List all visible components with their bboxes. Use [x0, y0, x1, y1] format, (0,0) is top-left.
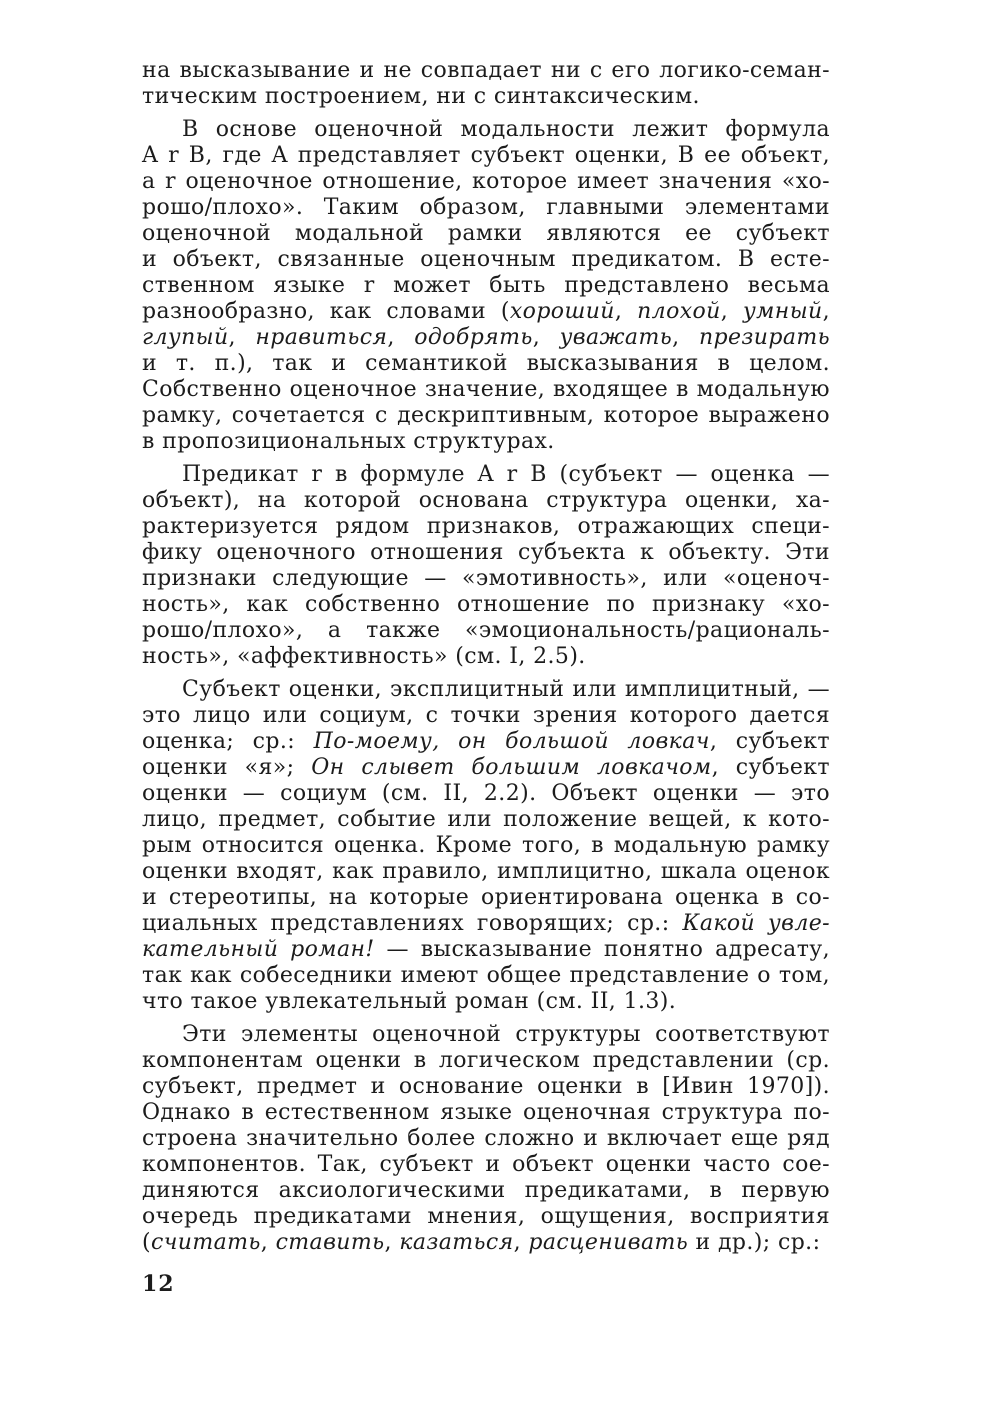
text-run: рамку, сочетается с дескриптивным, которое выражено [142, 403, 830, 428]
text-line [142, 566, 830, 592]
text-line [142, 169, 830, 195]
text-line [142, 781, 830, 807]
text-line [142, 1048, 830, 1074]
text-run: , [228, 325, 256, 350]
paragraph [142, 1022, 830, 1256]
text-run: фику оценочного отношения субъекта к объекту. Эти [142, 540, 830, 565]
text-line [142, 618, 830, 644]
text-line [142, 540, 830, 566]
italic-example: нравиться [255, 325, 388, 350]
text-run: рым относится оценка. Кроме того, в модальную рамку [142, 833, 830, 858]
italic-example: глупый [142, 325, 229, 350]
text-run: объект), на которой основана структура оценки, ха- [142, 488, 830, 513]
text-run: и объект, связанные оценочным предикатом. В есте- [142, 247, 830, 272]
text-line [142, 677, 830, 703]
text-run: , [260, 1230, 276, 1255]
text-line [142, 462, 830, 488]
text-line [142, 247, 830, 273]
text-run: оценки входят, как правило, имплицитно, шкала оценок [142, 859, 830, 884]
text-line [142, 644, 830, 670]
paragraph [142, 117, 830, 455]
text-line [142, 403, 830, 429]
text-line [142, 1074, 830, 1100]
text-run: диняются аксиологическими предикатами, в первую [142, 1178, 830, 1203]
text-line [142, 1152, 830, 1178]
text-run: очередь предикатами мнения, ощущения, восприятия [142, 1204, 830, 1229]
text-run: компонентам оценки в логическом представлении (ср. [142, 1048, 830, 1073]
text-run: , [513, 1230, 529, 1255]
text-run: , субъект [709, 729, 830, 754]
text-line [142, 351, 830, 377]
text-line [142, 592, 830, 618]
text-run: и т. п.), так и семантикой высказывания в целом. [142, 351, 830, 376]
text-line [142, 1204, 830, 1230]
page-number: 12 [142, 1271, 175, 1297]
text-run: ( [142, 1230, 151, 1255]
text-run: рошо/плохо». Таким образом, главными элементами [142, 195, 830, 220]
italic-example: По-моему, он большой ловкач [313, 729, 710, 754]
text-run: оценки «я»; [142, 755, 312, 780]
text-run: тическим построением, ни с синтаксическим. [142, 84, 700, 109]
text-run: субъект, предмет и основание оценки в [Ивин 1970]). [142, 1074, 830, 1099]
text-line [142, 937, 830, 963]
text-line [142, 143, 830, 169]
text-line [142, 729, 830, 755]
paragraph [142, 462, 830, 670]
text-run: разнообразно, как словами ( [142, 299, 510, 324]
text-line [142, 1178, 830, 1204]
text-run: A r B, где A представляет субъект оценки, B ее объект, [142, 143, 830, 168]
text-run: признаки следующие — «эмотивность», или «оценоч- [142, 566, 830, 591]
text-line [142, 117, 830, 143]
text-run: Эти элементы оценочной структуры соответствуют [182, 1022, 830, 1047]
text-run: на высказывание и не совпадает ни с его логико-семан- [142, 58, 830, 83]
text-run: что такое увлекательный роман (см. II, 1.3). [142, 989, 677, 1014]
text-line [142, 911, 830, 937]
text-line [142, 84, 830, 110]
text-line [142, 1126, 830, 1152]
italic-example: умный [743, 299, 823, 324]
text-line [142, 488, 830, 514]
italic-example: уважать [559, 325, 673, 350]
text-line [142, 273, 830, 299]
text-line [142, 58, 830, 84]
italic-example: ставить [275, 1230, 385, 1255]
text-line [142, 299, 830, 325]
text-line [142, 807, 830, 833]
text-line [142, 514, 830, 540]
italic-example: хороший [509, 299, 615, 324]
italic-example: одобрять [414, 325, 533, 350]
paragraph [142, 677, 830, 1015]
text-run: , [720, 299, 743, 324]
italic-example: плохой [637, 299, 721, 324]
text-run: , [387, 325, 415, 350]
italic-example: кательный роман! [142, 937, 375, 962]
text-run: Однако в естественном языке оценочная структура по- [142, 1100, 830, 1125]
italic-example: казаться [399, 1230, 514, 1255]
text-line [142, 377, 830, 403]
text-run: лицо, предмет, событие или положение вещей, к кото- [142, 807, 830, 832]
text-run: циальных представлениях говорящих; ср.: [142, 911, 683, 936]
text-run: так как собеседники имеют общее представление о том, [142, 963, 830, 988]
text-run: а r оценочное отношение, которое имеет значения «хо- [142, 169, 830, 194]
text-run: компонентов. Так, субъект и объект оценки часто сое- [142, 1152, 830, 1177]
text-line [142, 963, 830, 989]
text-run: оценочной модальной рамки являются ее субъект [142, 221, 830, 246]
text-line [142, 703, 830, 729]
italic-example: Он слывет большим ловкачом [311, 755, 712, 780]
text-run: Предикат r в формуле A r B (субъект — оценка — [182, 462, 830, 487]
text-run: и др.); ср.: [688, 1230, 821, 1255]
text-run: в пропозициональных структурах. [142, 429, 555, 454]
text-run: ность», «аффективность» (см. I, 2.5). [142, 644, 586, 669]
italic-example: считать [150, 1230, 261, 1255]
text-run: рошо/плохо», а также «эмоциональность/рациональ- [142, 618, 830, 643]
text-run: рактеризуется рядом признаков, отражающих специ- [142, 514, 830, 539]
text-run: , [614, 299, 638, 324]
text-run: Субъект оценки, эксплицитный или имплицитный, — [182, 677, 830, 702]
paragraph [142, 58, 830, 110]
text-run: ность», как собственно отношение по признаку «хо- [142, 592, 830, 617]
text-line [142, 833, 830, 859]
text-run: , [822, 299, 830, 324]
body-text [142, 58, 830, 1263]
text-run: В основе оценочной модальности лежит формула [182, 117, 830, 142]
text-line [142, 1100, 830, 1126]
text-line [142, 325, 830, 351]
text-run: ственном языке r может быть представлено весьма [142, 273, 830, 298]
text-run: оценки — социум (см. II, 2.2). Объект оценки — это [142, 781, 830, 806]
text-run: это лицо или социум, с точки зрения которого дается [142, 703, 830, 728]
text-run: строена значительно более сложно и включает еще ряд [142, 1126, 830, 1151]
text-line [142, 429, 830, 455]
text-line [142, 859, 830, 885]
text-line [142, 989, 830, 1015]
text-line [142, 1022, 830, 1048]
text-line [142, 885, 830, 911]
text-run: — высказывание понятно адресату, [374, 937, 831, 962]
text-run: , [384, 1230, 400, 1255]
italic-example: расценивать [528, 1230, 689, 1255]
italic-example: Какой увле- [682, 911, 830, 936]
text-run: , [672, 325, 699, 350]
text-run: , субъект [711, 755, 830, 780]
text-run: оценка; ср.: [142, 729, 314, 754]
text-line [142, 1230, 830, 1256]
text-run: и стереотипы, на которые ориентирована оценка в со- [142, 885, 830, 910]
italic-example: презирать [698, 325, 831, 350]
text-run: Собственно оценочное значение, входящее в модальную [142, 377, 830, 402]
text-line [142, 221, 830, 247]
text-run: , [532, 325, 560, 350]
text-line [142, 755, 830, 781]
text-line [142, 195, 830, 221]
